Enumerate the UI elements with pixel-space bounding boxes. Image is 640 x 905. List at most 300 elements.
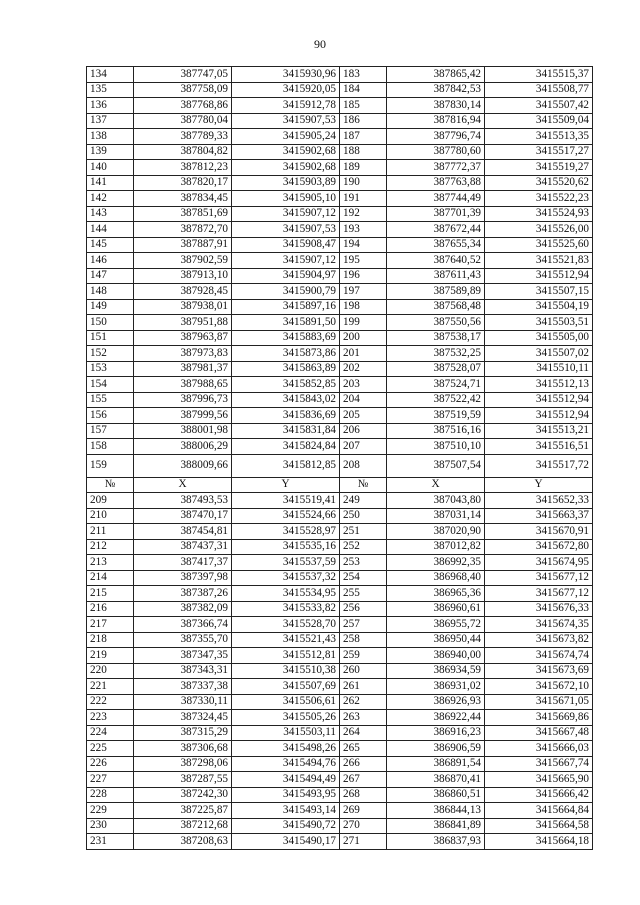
y-coordinate: 3415676,33: [485, 601, 593, 617]
y-coordinate: 3415537,59: [232, 555, 340, 571]
y-coordinate: 3415831,84: [232, 423, 340, 439]
table-header-row: [87, 477, 593, 493]
x-coordinate: 386906,59: [387, 741, 485, 757]
y-coordinate: 3415843,02: [232, 392, 340, 408]
point-number: 259: [340, 648, 387, 664]
y-coordinate: 3415652,33: [485, 493, 593, 509]
y-coordinate: 3415508,77: [485, 82, 593, 98]
point-number: 229: [87, 803, 134, 819]
point-number: 207: [340, 439, 387, 455]
table-row: [87, 539, 593, 555]
point-number: 255: [340, 586, 387, 602]
point-number: 202: [340, 361, 387, 377]
point-number: 194: [340, 237, 387, 253]
point-number: 198: [340, 299, 387, 315]
y-coordinate: 3415519,27: [485, 160, 593, 176]
y-coordinate: 3415664,58: [485, 818, 593, 834]
y-coordinate: 3415510,11: [485, 361, 593, 377]
point-number: 188: [340, 144, 387, 160]
table-row: [87, 299, 593, 315]
y-coordinate: 3415513,35: [485, 129, 593, 145]
x-coordinate: 387330,11: [134, 694, 232, 710]
table-row: [87, 191, 593, 207]
y-coordinate: 3415907,12: [232, 206, 340, 222]
table-row: [87, 493, 593, 509]
table-row: [87, 439, 593, 455]
y-coordinate: 3415525,60: [485, 237, 593, 253]
x-coordinate: 387963,87: [134, 330, 232, 346]
table-row: [87, 710, 593, 726]
y-coordinate: 3415674,74: [485, 648, 593, 664]
point-number: 220: [87, 663, 134, 679]
table-row: [87, 113, 593, 129]
y-coordinate: 3415664,84: [485, 803, 593, 819]
x-coordinate: 387532,25: [387, 346, 485, 362]
point-number: 136: [87, 98, 134, 114]
y-coordinate: 3415517,27: [485, 144, 593, 160]
table-row: [87, 392, 593, 408]
x-coordinate: 387820,17: [134, 175, 232, 191]
y-coordinate: 3415535,16: [232, 539, 340, 555]
y-coordinate: 3415666,42: [485, 787, 593, 803]
point-number: 155: [87, 392, 134, 408]
x-coordinate: 387208,63: [134, 834, 232, 850]
y-header: Y: [485, 477, 593, 493]
x-coordinate: 387043,80: [387, 493, 485, 509]
y-coordinate: 3415522,23: [485, 191, 593, 207]
x-coordinate: 387701,39: [387, 206, 485, 222]
y-coordinate: 3415504,19: [485, 299, 593, 315]
point-number: 208: [340, 454, 387, 477]
table-row: [87, 268, 593, 284]
x-coordinate: 387550,56: [387, 315, 485, 331]
x-coordinate: 386968,40: [387, 570, 485, 586]
y-coordinate: 3415883,69: [232, 330, 340, 346]
y-coordinate: 3415517,72: [485, 454, 593, 477]
point-number: 210: [87, 508, 134, 524]
y-coordinate: 3415672,80: [485, 539, 593, 555]
y-coordinate: 3415669,86: [485, 710, 593, 726]
table-row: [87, 237, 593, 253]
x-coordinate: 387973,83: [134, 346, 232, 362]
table-row: [87, 206, 593, 222]
point-number: 227: [87, 772, 134, 788]
y-coordinate: 3415863,89: [232, 361, 340, 377]
point-number: 135: [87, 82, 134, 98]
y-coordinate: 3415671,05: [485, 694, 593, 710]
y-coordinate: 3415515,37: [485, 67, 593, 83]
table-row: [87, 725, 593, 741]
x-coordinate: 387996,73: [134, 392, 232, 408]
table-row: [87, 834, 593, 850]
point-number: 153: [87, 361, 134, 377]
point-number: 257: [340, 617, 387, 633]
point-number: 141: [87, 175, 134, 191]
table-row: [87, 454, 593, 477]
point-number: 222: [87, 694, 134, 710]
x-coordinate: 386950,44: [387, 632, 485, 648]
table-row: [87, 82, 593, 98]
point-number: 267: [340, 772, 387, 788]
point-number: 216: [87, 601, 134, 617]
table-row: [87, 330, 593, 346]
point-number: 142: [87, 191, 134, 207]
y-coordinate: 3415902,68: [232, 160, 340, 176]
x-coordinate: 386955,72: [387, 617, 485, 633]
x-coordinate: 387744,49: [387, 191, 485, 207]
y-coordinate: 3415507,15: [485, 284, 593, 300]
y-coordinate: 3415907,53: [232, 113, 340, 129]
table-row: [87, 346, 593, 362]
x-coordinate: 387437,31: [134, 539, 232, 555]
x-coordinate: 386891,54: [387, 756, 485, 772]
point-number: 191: [340, 191, 387, 207]
table-row: [87, 253, 593, 269]
y-coordinate: 3415537,32: [232, 570, 340, 586]
table-row: [87, 67, 593, 83]
x-coordinate: 386940,00: [387, 648, 485, 664]
x-coordinate: 387298,06: [134, 756, 232, 772]
x-coordinate: 386992,35: [387, 555, 485, 571]
x-coordinate: 387510,10: [387, 439, 485, 455]
y-coordinate: 3415506,61: [232, 694, 340, 710]
table-row: [87, 144, 593, 160]
point-number: 223: [87, 710, 134, 726]
y-coordinate: 3415891,50: [232, 315, 340, 331]
x-coordinate: 386837,93: [387, 834, 485, 850]
y-coordinate: 3415507,42: [485, 98, 593, 114]
table-row: [87, 175, 593, 191]
x-coordinate: 387493,53: [134, 493, 232, 509]
x-header: X: [134, 477, 232, 493]
point-number: 145: [87, 237, 134, 253]
table-row: [87, 315, 593, 331]
y-coordinate: 3415674,35: [485, 617, 593, 633]
point-number: 154: [87, 377, 134, 393]
point-number: 201: [340, 346, 387, 362]
x-coordinate: 388009,66: [134, 454, 232, 477]
point-number: 196: [340, 268, 387, 284]
point-number: 263: [340, 710, 387, 726]
table-row: [87, 787, 593, 803]
y-coordinate: 3415905,10: [232, 191, 340, 207]
y-coordinate: 3415907,53: [232, 222, 340, 238]
x-coordinate: 387796,74: [387, 129, 485, 145]
y-coordinate: 3415507,02: [485, 346, 593, 362]
point-number: 214: [87, 570, 134, 586]
y-coordinate: 3415512,81: [232, 648, 340, 664]
y-coordinate: 3415512,94: [485, 392, 593, 408]
x-coordinate: 387324,45: [134, 710, 232, 726]
y-coordinate: 3415904,97: [232, 268, 340, 284]
y-coordinate: 3415908,47: [232, 237, 340, 253]
y-coordinate: 3415505,00: [485, 330, 593, 346]
point-number: 224: [87, 725, 134, 741]
y-coordinate: 3415505,26: [232, 710, 340, 726]
point-number: 262: [340, 694, 387, 710]
y-coordinate: 3415673,69: [485, 663, 593, 679]
table-row: [87, 694, 593, 710]
point-number: 205: [340, 408, 387, 424]
x-coordinate: 386931,02: [387, 679, 485, 695]
x-coordinate: 387928,45: [134, 284, 232, 300]
x-coordinate: 387212,68: [134, 818, 232, 834]
x-coordinate: 387355,70: [134, 632, 232, 648]
y-coordinate: 3415667,48: [485, 725, 593, 741]
x-coordinate: 387763,88: [387, 175, 485, 191]
point-number: 156: [87, 408, 134, 424]
point-number: 260: [340, 663, 387, 679]
point-number: 189: [340, 160, 387, 176]
y-coordinate: 3415677,12: [485, 570, 593, 586]
table-row: [87, 160, 593, 176]
table-row: [87, 632, 593, 648]
x-coordinate: 387981,37: [134, 361, 232, 377]
y-coordinate: 3415524,66: [232, 508, 340, 524]
x-coordinate: 387306,68: [134, 741, 232, 757]
point-number: 200: [340, 330, 387, 346]
point-number: 148: [87, 284, 134, 300]
y-coordinate: 3415667,74: [485, 756, 593, 772]
y-coordinate: 3415533,82: [232, 601, 340, 617]
x-coordinate: 387865,42: [387, 67, 485, 83]
point-number: 134: [87, 67, 134, 83]
point-number: 138: [87, 129, 134, 145]
point-number: 193: [340, 222, 387, 238]
table-row: [87, 663, 593, 679]
x-coordinate: 387242,30: [134, 787, 232, 803]
y-coordinate: 3415852,85: [232, 377, 340, 393]
y-coordinate: 3415509,04: [485, 113, 593, 129]
point-number: 270: [340, 818, 387, 834]
point-number: 157: [87, 423, 134, 439]
y-coordinate: 3415534,95: [232, 586, 340, 602]
y-coordinate: 3415512,94: [485, 408, 593, 424]
point-number: 252: [340, 539, 387, 555]
y-coordinate: 3415520,62: [485, 175, 593, 191]
y-coordinate: 3415920,05: [232, 82, 340, 98]
table-row: [87, 756, 593, 772]
table-row: [87, 408, 593, 424]
point-number: 152: [87, 346, 134, 362]
y-coordinate: 3415664,18: [485, 834, 593, 850]
table-row: [87, 818, 593, 834]
x-coordinate: 387315,29: [134, 725, 232, 741]
table-row: [87, 741, 593, 757]
point-number: 231: [87, 834, 134, 850]
x-coordinate: 387938,01: [134, 299, 232, 315]
y-coordinate: 3415670,91: [485, 524, 593, 540]
x-coordinate: 386960,61: [387, 601, 485, 617]
x-coordinate: 387872,70: [134, 222, 232, 238]
y-coordinate: 3415493,14: [232, 803, 340, 819]
point-number: 226: [87, 756, 134, 772]
x-coordinate: 386965,36: [387, 586, 485, 602]
point-number: 228: [87, 787, 134, 803]
table-row: [87, 423, 593, 439]
y-coordinate: 3415672,10: [485, 679, 593, 695]
point-number: 149: [87, 299, 134, 315]
y-coordinate: 3415512,13: [485, 377, 593, 393]
x-coordinate: 386934,59: [387, 663, 485, 679]
point-number: 183: [340, 67, 387, 83]
y-coordinate: 3415526,00: [485, 222, 593, 238]
y-coordinate: 3415503,11: [232, 725, 340, 741]
point-number: 264: [340, 725, 387, 741]
y-coordinate: 3415513,21: [485, 423, 593, 439]
y-coordinate: 3415507,69: [232, 679, 340, 695]
point-number: 221: [87, 679, 134, 695]
table-row: [87, 601, 593, 617]
x-coordinate: 388006,29: [134, 439, 232, 455]
y-coordinate: 3415512,94: [485, 268, 593, 284]
y-coordinate: 3415666,03: [485, 741, 593, 757]
x-coordinate: 387012,82: [387, 539, 485, 555]
x-coordinate: 387589,89: [387, 284, 485, 300]
table-row: [87, 222, 593, 238]
y-coordinate: 3415836,69: [232, 408, 340, 424]
point-number: 186: [340, 113, 387, 129]
y-coordinate: 3415493,95: [232, 787, 340, 803]
x-coordinate: 387789,33: [134, 129, 232, 145]
number-header: №: [340, 477, 387, 493]
x-coordinate: 387343,31: [134, 663, 232, 679]
table-row: [87, 129, 593, 145]
point-number: 206: [340, 423, 387, 439]
point-number: 230: [87, 818, 134, 834]
point-number: 204: [340, 392, 387, 408]
x-coordinate: 386870,41: [387, 772, 485, 788]
table-row: [87, 98, 593, 114]
x-coordinate: 387470,17: [134, 508, 232, 524]
x-coordinate: 387382,09: [134, 601, 232, 617]
x-coordinate: 387507,54: [387, 454, 485, 477]
x-coordinate: 387640,52: [387, 253, 485, 269]
table-row: [87, 679, 593, 695]
x-coordinate: 387887,91: [134, 237, 232, 253]
x-coordinate: 387842,53: [387, 82, 485, 98]
point-number: 203: [340, 377, 387, 393]
x-coordinate: 388001,98: [134, 423, 232, 439]
x-coordinate: 387902,59: [134, 253, 232, 269]
point-number: 139: [87, 144, 134, 160]
point-number: 217: [87, 617, 134, 633]
x-coordinate: 387519,59: [387, 408, 485, 424]
point-number: 185: [340, 98, 387, 114]
y-coordinate: 3415677,12: [485, 586, 593, 602]
y-coordinate: 3415824,84: [232, 439, 340, 455]
x-coordinate: 387020,90: [387, 524, 485, 540]
x-coordinate: 387780,60: [387, 144, 485, 160]
y-coordinate: 3415900,79: [232, 284, 340, 300]
point-number: 249: [340, 493, 387, 509]
table-row: [87, 284, 593, 300]
table-row: [87, 555, 593, 571]
x-coordinate: 387758,09: [134, 82, 232, 98]
x-coordinate: 387780,04: [134, 113, 232, 129]
y-coordinate: 3415903,89: [232, 175, 340, 191]
x-coordinate: 387524,71: [387, 377, 485, 393]
table-row: [87, 648, 593, 664]
point-number: 143: [87, 206, 134, 222]
point-number: 266: [340, 756, 387, 772]
table-row: [87, 508, 593, 524]
x-coordinate: 386916,23: [387, 725, 485, 741]
table-row: [87, 803, 593, 819]
y-coordinate: 3415905,24: [232, 129, 340, 145]
y-coordinate: 3415663,37: [485, 508, 593, 524]
x-coordinate: 387804,82: [134, 144, 232, 160]
x-coordinate: 387999,56: [134, 408, 232, 424]
point-number: 159: [87, 454, 134, 477]
point-number: 199: [340, 315, 387, 331]
y-coordinate: 3415519,41: [232, 493, 340, 509]
x-coordinate: 386860,51: [387, 787, 485, 803]
y-coordinate: 3415498,26: [232, 741, 340, 757]
number-header: №: [87, 477, 134, 493]
x-coordinate: 387988,65: [134, 377, 232, 393]
y-coordinate: 3415528,70: [232, 617, 340, 633]
x-coordinate: 387031,14: [387, 508, 485, 524]
x-coordinate: 387387,26: [134, 586, 232, 602]
point-number: 271: [340, 834, 387, 850]
point-number: 256: [340, 601, 387, 617]
point-number: 268: [340, 787, 387, 803]
point-number: 218: [87, 632, 134, 648]
x-coordinate: 387225,87: [134, 803, 232, 819]
y-header: Y: [232, 477, 340, 493]
coordinate-table: [86, 66, 593, 850]
x-coordinate: 386926,93: [387, 694, 485, 710]
y-coordinate: 3415873,86: [232, 346, 340, 362]
x-coordinate: 387834,45: [134, 191, 232, 207]
x-coordinate: 387913,10: [134, 268, 232, 284]
point-number: 184: [340, 82, 387, 98]
point-number: 144: [87, 222, 134, 238]
x-coordinate: 387768,86: [134, 98, 232, 114]
point-number: 137: [87, 113, 134, 129]
y-coordinate: 3415912,78: [232, 98, 340, 114]
point-number: 250: [340, 508, 387, 524]
point-number: 192: [340, 206, 387, 222]
x-coordinate: 387951,88: [134, 315, 232, 331]
x-coordinate: 387522,42: [387, 392, 485, 408]
x-coordinate: 386922,44: [387, 710, 485, 726]
point-number: 195: [340, 253, 387, 269]
point-number: 253: [340, 555, 387, 571]
point-number: 147: [87, 268, 134, 284]
x-coordinate: 387337,38: [134, 679, 232, 695]
y-coordinate: 3415665,90: [485, 772, 593, 788]
page-number: 90: [314, 37, 326, 51]
x-coordinate: 387347,35: [134, 648, 232, 664]
x-coordinate: 386841,89: [387, 818, 485, 834]
table-row: [87, 617, 593, 633]
x-coordinate: 387812,23: [134, 160, 232, 176]
point-number: 254: [340, 570, 387, 586]
point-number: 158: [87, 439, 134, 455]
point-number: 197: [340, 284, 387, 300]
table-row: [87, 524, 593, 540]
x-header: X: [387, 477, 485, 493]
x-coordinate: 387772,37: [387, 160, 485, 176]
table-row: [87, 570, 593, 586]
point-number: 251: [340, 524, 387, 540]
point-number: 146: [87, 253, 134, 269]
x-coordinate: 387528,07: [387, 361, 485, 377]
point-number: 261: [340, 679, 387, 695]
point-number: 187: [340, 129, 387, 145]
